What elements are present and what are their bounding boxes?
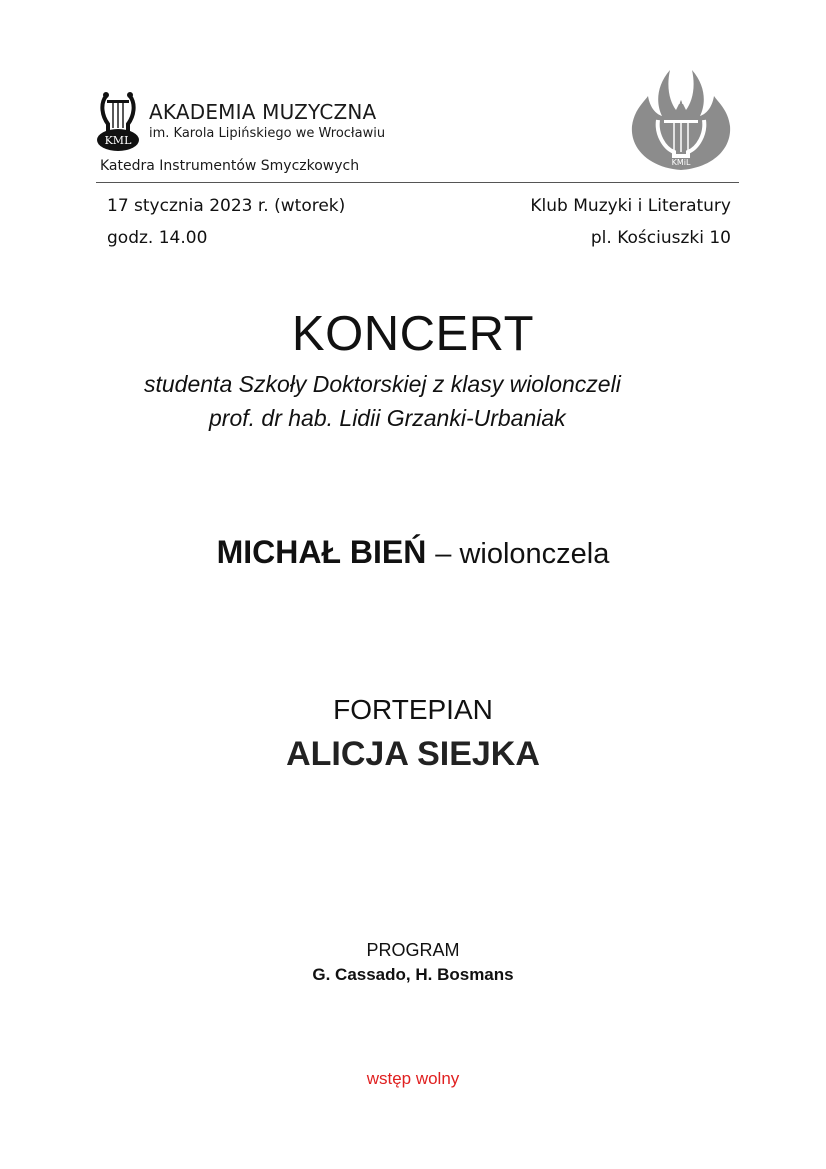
svg-text:W: W [676, 97, 686, 107]
event-time: godz. 14.00 [107, 228, 208, 248]
lyre-flame-icon [626, 68, 736, 174]
svg-text:KML: KML [104, 134, 132, 147]
event-date: 17 stycznia 2023 r. (wtorek) [107, 196, 346, 216]
performer-name: MICHAŁ BIEŃ [216, 534, 427, 570]
header-divider [96, 182, 739, 183]
program-label: PROGRAM [366, 940, 460, 960]
performer-role: – wiolonczela [435, 538, 610, 570]
department-name: Katedra Instrumentów Smyczkowych [100, 158, 360, 174]
svg-text:KMiL: KMiL [671, 158, 691, 167]
event-venue: Klub Muzyki i Literatury [530, 196, 731, 216]
lyre-icon [96, 90, 140, 152]
performer-line [0, 534, 826, 571]
piano-label: FORTEPIAN [333, 694, 493, 725]
event-address: pl. Kościuszki 10 [590, 228, 731, 248]
pianist-name: ALICJA SIEJKA [286, 735, 540, 773]
academy-subtitle: im. Karola Lipińskiego we Wrocławiu [149, 126, 386, 141]
subtitle-line-2: prof. dr hab. Lidii Grzanki-Urbaniak [209, 405, 566, 431]
program-composers: G. Cassado, H. Bosmans [312, 965, 514, 984]
page-title: KONCERT [291, 307, 535, 361]
admission-note: wstęp wolny [366, 1069, 460, 1088]
academy-name: AKADEMIA MUZYCZNA [149, 100, 377, 124]
subtitle-line-1: studenta Szkoły Doktorskiej z klasy wiolonczeli [144, 371, 621, 397]
